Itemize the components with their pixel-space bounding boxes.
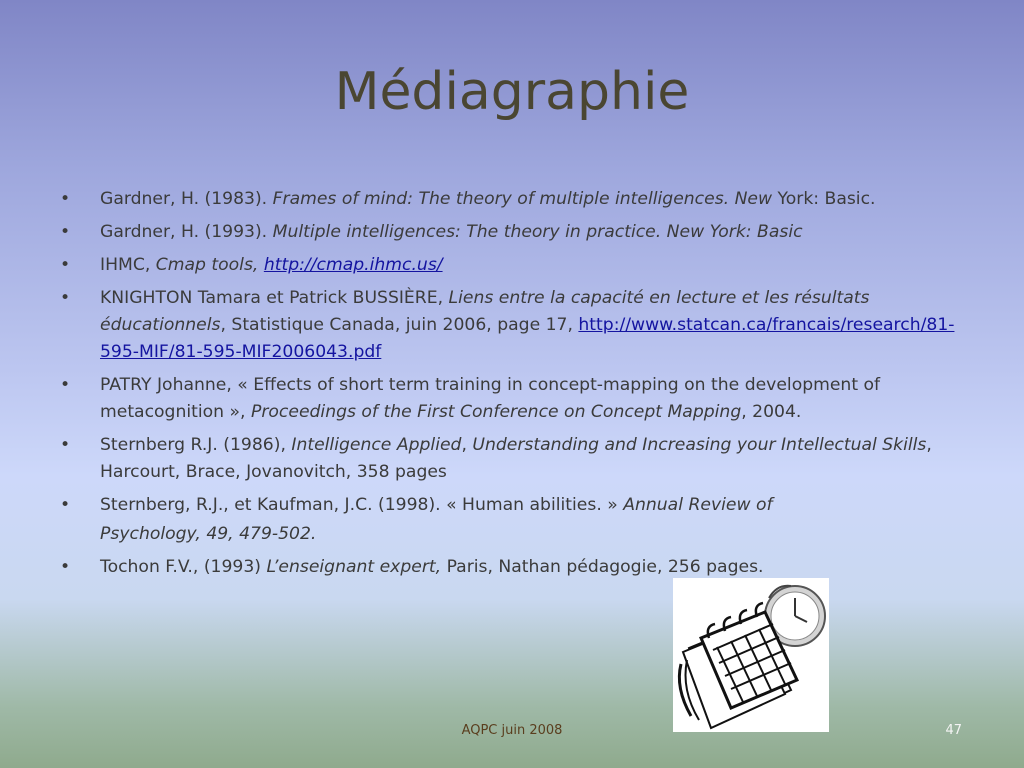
slide-title: Médiagraphie: [334, 62, 690, 122]
reference-tochon: [60, 554, 960, 581]
reference-sternberg-1998-continued: [60, 521, 960, 548]
ref-text: Sternberg, R.J., et Kaufman, J.C. (1998). « Human abilities. »: [100, 495, 624, 515]
ref-title: Frames of mind: The theory of multiple intelligences. New: [272, 189, 773, 209]
reference-knighton: [60, 285, 960, 366]
ref-text: Tochon F.V., (1993): [100, 557, 267, 577]
reference-list: [60, 186, 960, 587]
calendar-clock-icon: [673, 578, 829, 732]
ref-title: Annual Review of: [623, 495, 773, 515]
ref-title: Proceedings of the First Conference on Concept Mapping: [250, 402, 742, 422]
ref-title: Liens entre la capacité en lecture et les résultats éducationnels: [100, 288, 870, 335]
ref-text: York: Basic.: [772, 189, 876, 209]
ref-text: Sternberg R.J. (1986),: [100, 435, 292, 455]
footer-text: AQPC juin 2008: [461, 723, 563, 738]
ref-text: Gardner, H. (1983).: [100, 189, 273, 209]
ref-text: Gardner, H. (1993).: [100, 222, 273, 242]
ref-title: Cmap tools,: [155, 255, 264, 275]
ref-title: Psychology, 49, 479-502.: [100, 524, 317, 544]
ref-text: Paris, Nathan pédagogie, 256 pages.: [441, 557, 764, 577]
statcan-link[interactable]: http://www.statcan.ca/francais/research/81-595-MIF/81-595-MIF2006043.pdf: [100, 315, 955, 362]
reference-sternberg-1998: [60, 492, 960, 519]
ref-text: IHMC,: [100, 255, 156, 275]
ref-text: ,: [461, 435, 473, 455]
ref-text: , Statistique Canada, juin 2006, page 17,: [220, 315, 579, 335]
ref-title: L’enseignant expert,: [266, 557, 442, 577]
ref-title: Multiple intelligences: The theory in practice. New York: Basic: [272, 222, 803, 242]
ref-text: PATRY Johanne, « Effects of short term training in concept-mapping on the development of metacognition »,: [100, 375, 881, 422]
ref-text: , 2004.: [741, 402, 802, 422]
reference-sternberg-1986: [60, 432, 960, 486]
reference-gardner-1993: [60, 219, 960, 246]
reference-patry: [60, 372, 960, 426]
reference-ihmc: [60, 252, 960, 279]
ref-title: Intelligence Applied: [291, 435, 462, 455]
reference-gardner-1983: [60, 186, 960, 213]
page-number: 47: [945, 723, 962, 738]
cmap-link[interactable]: http://cmap.ihmc.us/: [263, 255, 443, 275]
ref-text: , Harcourt, Brace, Jovanovitch, 358 pages: [100, 435, 932, 482]
ref-title: Understanding and Increasing your Intellectual Skills: [472, 435, 927, 455]
ref-text: KNIGHTON Tamara et Patrick BUSSIÈRE,: [100, 288, 449, 308]
